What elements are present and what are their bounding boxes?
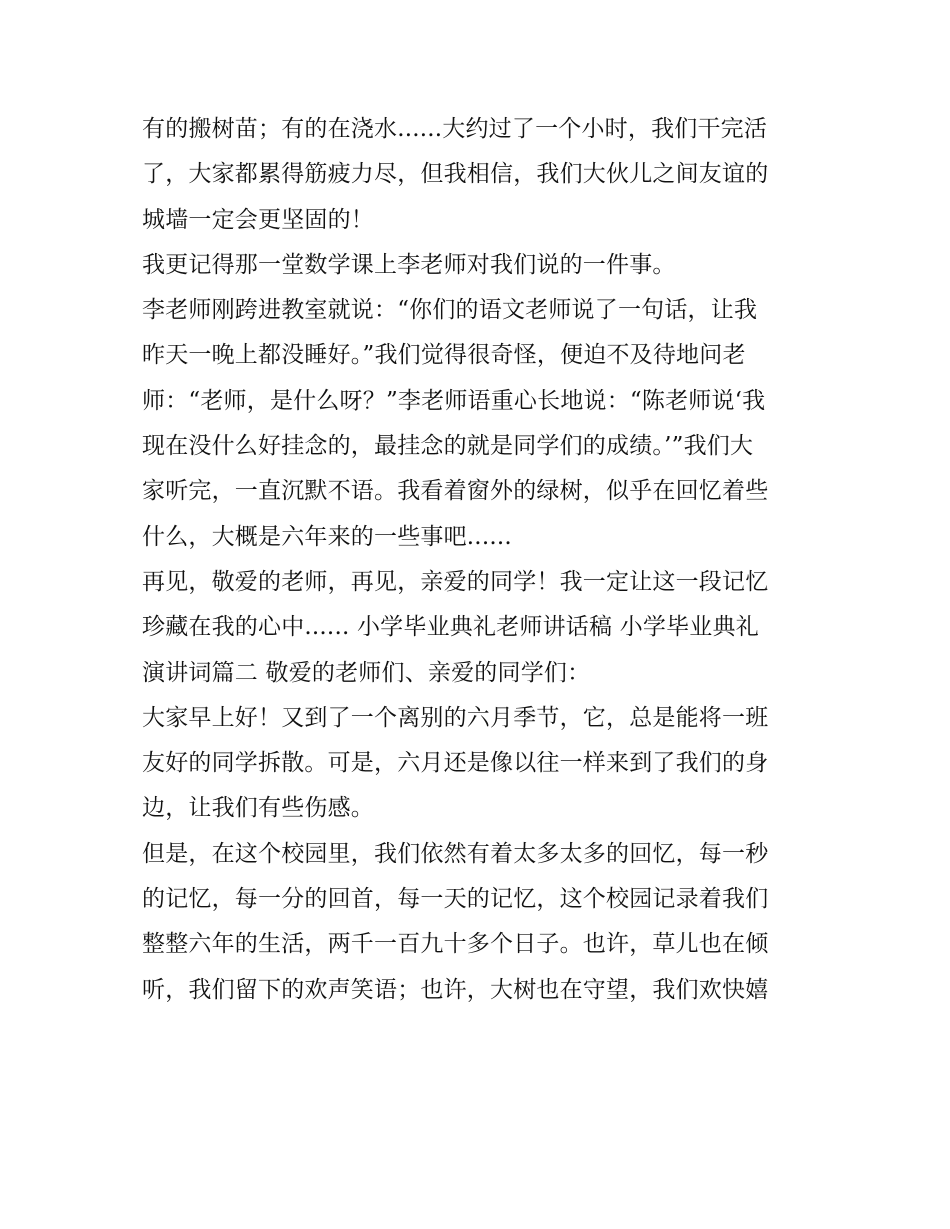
text-line: 有的搬树苗；有的在浇水......大约过了一个小时，我们干完活 [142,116,768,142]
text-line: 珍藏在我的心中...... 小学毕业典礼老师讲话稿 小学毕业典礼 [142,614,759,641]
text-line: 但是，在这个校园里，我们依然有着太多太多的回忆，每一秒 [142,840,769,867]
text-line: 听，我们留下的欢声笑语；也许，大树也在守望，我们欢快嬉 [142,976,769,1003]
text-line: 大家早上好！又到了一个离别的六月季节，它，总是能将一班 [142,704,769,731]
text-line: 演讲词篇二 敬爱的老师们、亲爱的同学们： [142,659,591,686]
text-line: 李老师刚跨进教室就说：“你们的语文老师说了一句话，让我 [142,297,758,324]
text-line: 了，大家都累得筋疲力尽，但我相信，我们大伙儿之间友谊的 [142,161,769,188]
text-line: 边，让我们有些伤感。 [142,795,374,822]
text-line: 的记忆，每一分的回首，每一天的记忆，这个校园记录着我们 [142,886,769,913]
text-line: 现在没什么好挂念的，最挂念的就是同学们的成绩。’”我们大 [142,433,754,460]
text-line: 友好的同学拆散。可是，六月还是像以往一样来到了我们的身 [142,750,769,777]
text-line: 什么，大概是六年来的一些事吧...... [142,523,512,550]
text-line: 城墙一定会更坚固的！ [142,206,374,233]
text-line: 再见，敬爱的老师，再见，亲爱的同学！我一定让这一段记忆 [142,568,769,595]
text-line: 师：“老师，是什么呀？”李老师语重心长地说：“陈老师说‘我 [142,387,766,414]
text-line: 我更记得那一堂数学课上李老师对我们说的一件事。 [142,251,676,278]
text-line: 昨天一晚上都没睡好。”我们觉得很奇怪，便迫不及待地问老 [142,342,746,369]
text-line: 整整六年的生活，两千一百九十多个日子。也许，草儿也在倾 [142,931,769,958]
text-line: 家听完，一直沉默不语。我看着窗外的绿树，似乎在回忆着些 [142,478,769,505]
body-text [142,107,812,1013]
